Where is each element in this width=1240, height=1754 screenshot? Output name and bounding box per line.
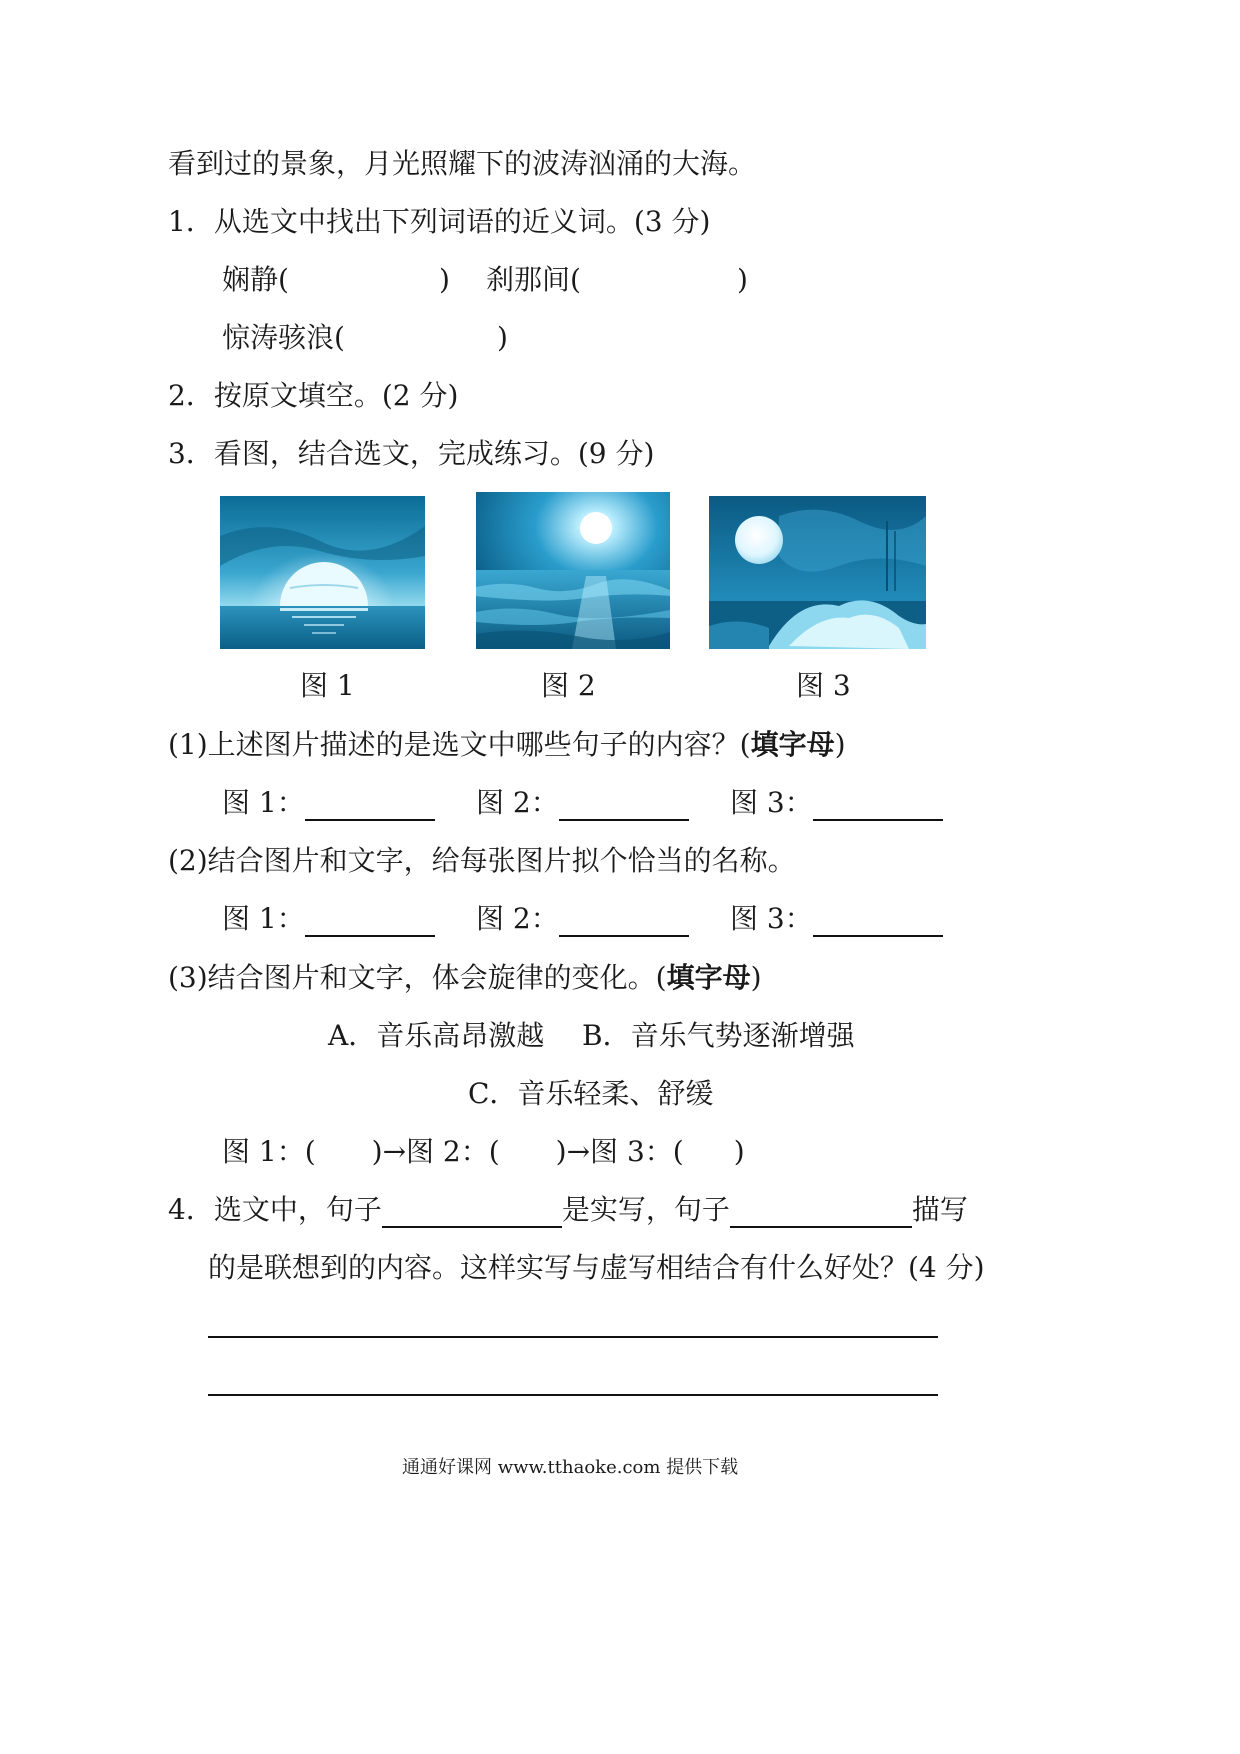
answer-line-1[interactable]: [208, 1336, 938, 1338]
answer-line-2[interactable]: [208, 1394, 938, 1396]
q3-sub2-prompt: (2)结合图片和文字，给每张图片拟个恰当的名称。: [168, 844, 796, 877]
q3-sub2-answer-1: 图 1：: [222, 901, 435, 937]
q3-sub3-bold: 填字母: [666, 961, 751, 994]
answer-blank[interactable]: [813, 789, 943, 821]
option-a: A．音乐高昂激越: [328, 1019, 545, 1052]
q3-sub1-bold: 填字母: [750, 728, 835, 761]
q3-sub1-prompt: (1)上述图片描述的是选文中哪些句子的内容？(填字母): [168, 728, 846, 761]
q4-line-2: 的是联想到的内容。这样实写与虚写相结合有什么好处？(4 分): [208, 1251, 985, 1284]
q3-sub1-answer-3: 图 3：: [730, 785, 943, 821]
q3-sub2-answer-3: 图 3：: [730, 901, 943, 937]
answer-blank[interactable]: [813, 905, 943, 937]
q1-item-2-word: 刹那间(: [486, 263, 581, 296]
answer-blank[interactable]: [559, 905, 689, 937]
q4-line-1: 4．选文中，句子 是实写，句子 描写: [168, 1193, 968, 1226]
q1-item-1: 娴静( ): [222, 263, 450, 296]
q3-sub3-sequence: 图 1：( )→图 2：( )→图 3：( ): [222, 1135, 745, 1168]
q1-item-2: 刹那间( ): [486, 263, 748, 296]
figure-2-caption: 图 2: [541, 669, 596, 702]
figure-1-image: [220, 496, 425, 649]
figure-2-image: [476, 492, 670, 649]
q1-item-3: 惊涛骇浪( ): [222, 321, 508, 354]
q1-title: 1．从选文中找出下列词语的近义词。(3 分): [168, 205, 711, 238]
figure-3-caption: 图 3: [796, 669, 851, 702]
figure-3-image: [709, 496, 926, 649]
q3-sub2-answer-2: 图 2：: [476, 901, 689, 937]
q2-title: 2．按原文填空。(2 分): [168, 379, 459, 412]
answer-blank[interactable]: [305, 905, 435, 937]
q3-sub1-answer-2: 图 2：: [476, 785, 689, 821]
q3-title: 3．看图，结合选文，完成练习。(9 分): [168, 437, 655, 470]
option-b: B．音乐气势逐渐增强: [582, 1019, 855, 1052]
footer-credit: 通通好课网 www.tthaoke.com 提供下载: [402, 1457, 739, 1478]
intro-line: 看到过的景象，月光照耀下的波涛汹涌的大海。: [168, 147, 757, 180]
q3-sub3-prompt: (3)结合图片和文字，体会旋律的变化。(填字母): [168, 961, 762, 994]
figure-1-caption: 图 1: [300, 669, 355, 702]
q1-item-3-word: 惊涛骇浪(: [222, 321, 345, 354]
answer-blank[interactable]: [730, 1196, 912, 1228]
option-c: C．音乐轻柔、舒缓: [468, 1077, 714, 1110]
answer-blank[interactable]: [382, 1196, 562, 1228]
answer-blank[interactable]: [305, 789, 435, 821]
q3-sub1-answer-1: 图 1：: [222, 785, 435, 821]
q1-item-1-word: 娴静(: [222, 263, 289, 296]
answer-blank[interactable]: [559, 789, 689, 821]
